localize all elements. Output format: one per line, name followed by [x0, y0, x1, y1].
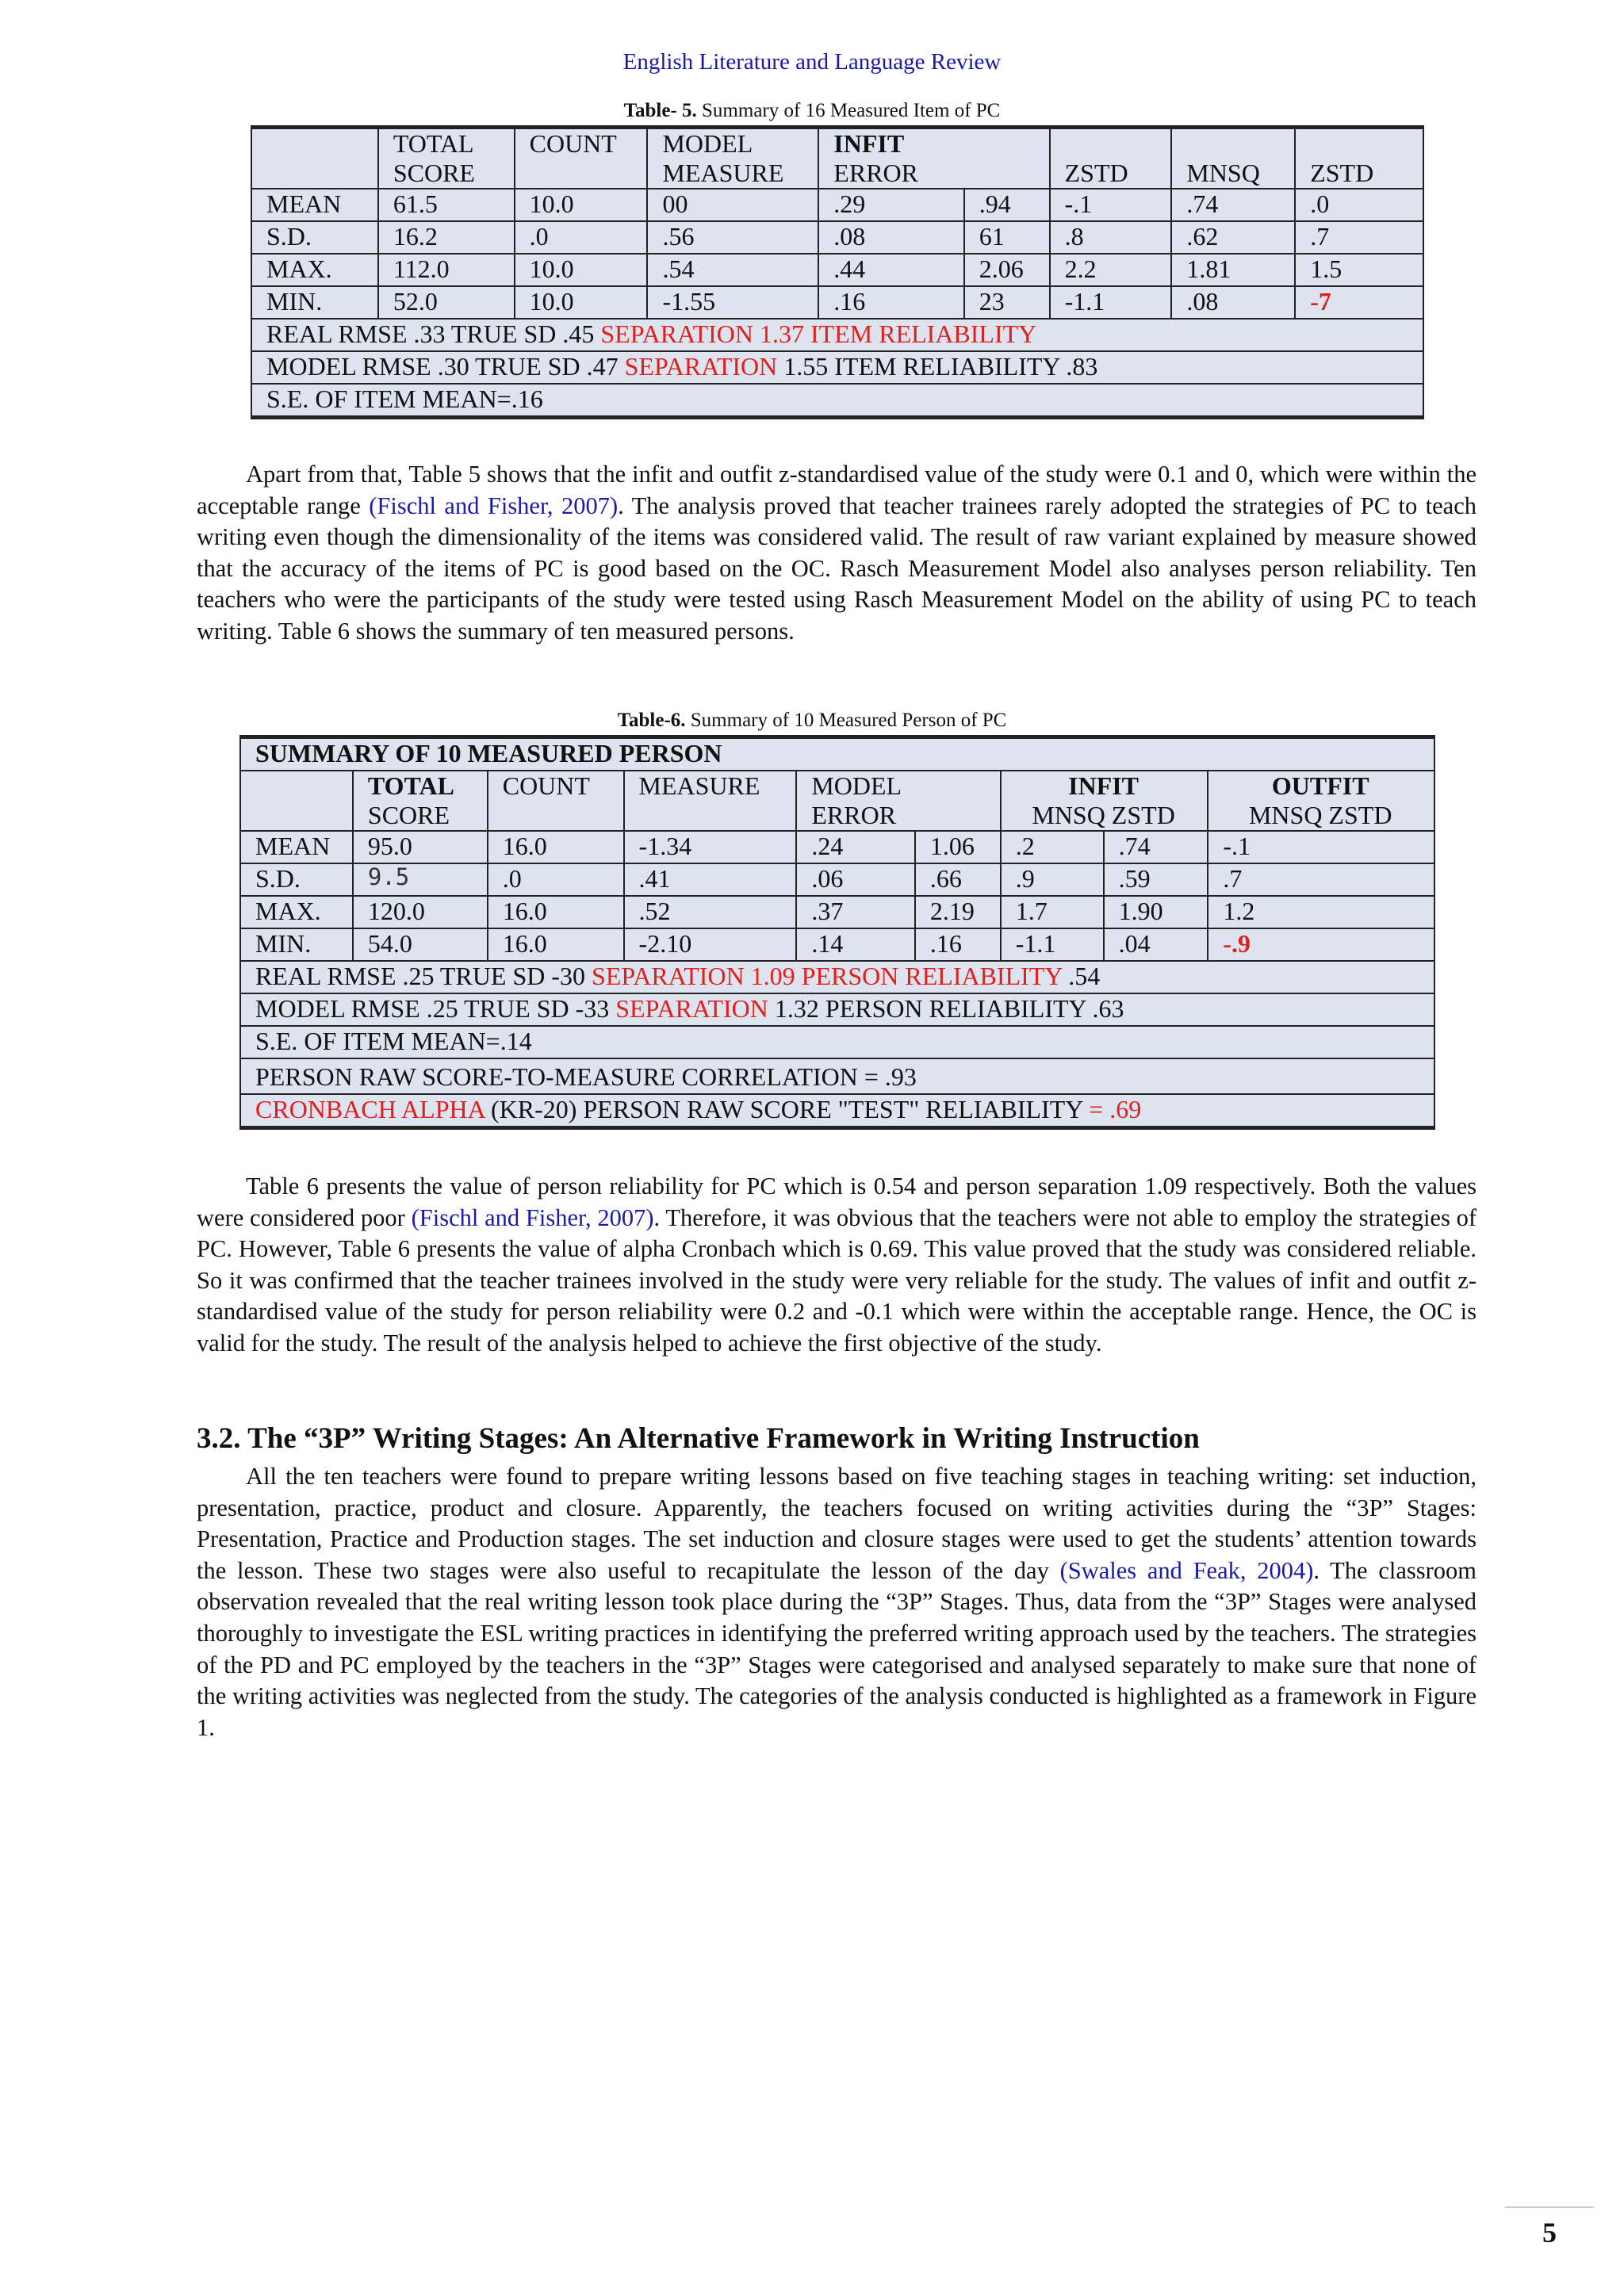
table6-header-cell: MEASURE	[624, 771, 797, 831]
body-paragraph: All the ten teachers were found to prepare writing lessons based on five teaching stages in teaching writing: set induction, presentation, practice, product and closure. Apparently, the teachers focused on writing activities during the “3P” Stages: Presentation, Practice and Production stages. The set induction and closure stages were used to get the students’ attention towards the lesson. These two stages were also useful to recapitulate the lesson of the day (Swales and Feak, 2004). The classroom observation revealed that the real writing lesson took place during the “3P” Stages. Thus, data from the “3P” Stages were analysed thoroughly to investigate the ESL writing practices in identifying the preferred writing approach used by the teachers. The strategies of the PD and PC employed by the teachers in the “3P” Stages were categorised and analysed separately to make sure that none of the writing activities was neglected from the study. The categories of the analysis conducted is highlighted as a framework in Figure 1.	[197, 1463, 1477, 1741]
table5-cell: .08	[818, 221, 963, 254]
table5-summary-model	[251, 351, 1423, 384]
table6-cell: .74	[1104, 831, 1208, 863]
table5-cell: 23	[964, 286, 1050, 319]
citation-link[interactable]: (Swales and Feak, 2004)	[1059, 1556, 1314, 1584]
table6-cell: -1.34	[624, 831, 797, 863]
table6-header-cell: INFIT MNSQ ZSTD	[1001, 771, 1208, 831]
table5-cell: 10.0	[515, 189, 648, 221]
table5-summary-real	[251, 319, 1423, 351]
table6-cell: .7	[1208, 863, 1434, 896]
table5-cell: 61	[964, 221, 1050, 254]
table5-header-cell: COUNT	[515, 128, 648, 189]
citation-link[interactable]: (Fischl and Fisher, 2007)	[369, 492, 619, 519]
table6-header-cell: OUTFIT MNSQ ZSTD	[1208, 771, 1434, 831]
table5-header-cell: MODEL MEASURE	[647, 128, 818, 189]
table6-summary-cell: REAL RMSE .25 TRUE SD -30 SEPARATION 1.09 PERSON RELIABILITY .54	[240, 961, 1434, 993]
table5-cell: -1.1	[1050, 286, 1172, 319]
table6-row	[240, 831, 1434, 863]
table5-caption-label: Table- 5.	[623, 100, 697, 121]
table5-cell: .0	[515, 221, 648, 254]
table6-cell: 54.0	[353, 928, 488, 961]
table6-row	[240, 863, 1434, 896]
table5-cell: .56	[647, 221, 818, 254]
table6-cell: 16.0	[488, 896, 624, 928]
table6-header-cell: TOTAL SCORE	[353, 771, 488, 831]
table5-caption-text: Summary of 16 Measured Item of PC	[696, 100, 1001, 121]
table6-cell: -2.10	[624, 928, 797, 961]
table6-cell: .06	[796, 863, 915, 896]
table6-summary-se	[240, 1026, 1434, 1058]
table5-cell: .7	[1295, 221, 1423, 254]
table5-cell: .54	[647, 254, 818, 286]
table6-cell: .66	[915, 863, 1001, 896]
table5-cell: .0	[1295, 189, 1423, 221]
table5-cell: .08	[1171, 286, 1295, 319]
table6-cell: -1.1	[1001, 928, 1104, 961]
table5-row	[251, 254, 1423, 286]
table5-cell: .29	[818, 189, 963, 221]
table6-cell: 16.0	[488, 928, 624, 961]
table5-cell: 10.0	[515, 286, 648, 319]
table5-header-cell: ZSTD	[1295, 128, 1423, 189]
table5-row-label: MIN.	[251, 286, 378, 319]
table6-caption	[0, 710, 1624, 732]
table6-cell: .14	[796, 928, 915, 961]
table6-cell: .2	[1001, 831, 1104, 863]
table5-header-cell: TOTAL SCORE	[378, 128, 515, 189]
table6-cell: .59	[1104, 863, 1208, 896]
table6-caption-text: Summary of 10 Measured Person of PC	[685, 710, 1007, 731]
table5-cell: 16.2	[378, 221, 515, 254]
table6-summary-cell: CRONBACH ALPHA (KR-20) PERSON RAW SCORE "TEST" RELIABILITY = .69	[240, 1094, 1434, 1128]
table5-row	[251, 189, 1423, 221]
table5-cell: .62	[1171, 221, 1295, 254]
table6-summary-cell: MODEL RMSE .25 TRUE SD -33 SEPARATION 1.32 PERSON RELIABILITY .63	[240, 993, 1434, 1026]
table6-summary-cell: PERSON RAW SCORE-TO-MEASURE CORRELATION = .93	[240, 1058, 1434, 1094]
table5-row-label: MEAN	[251, 189, 378, 221]
table5-header-cell: ZSTD	[1050, 128, 1172, 189]
table5-header-cell: INFIT ERROR	[818, 128, 1049, 189]
table6-row-label: S.D.	[240, 863, 353, 896]
table5-cell: 2.2	[1050, 254, 1172, 286]
table5-cell: 112.0	[378, 254, 515, 286]
table5-row-label: S.D.	[251, 221, 378, 254]
table5-cell: .16	[818, 286, 963, 319]
table5-cell: 10.0	[515, 254, 648, 286]
table6-cell: .24	[796, 831, 915, 863]
table6-cell: -.1	[1208, 831, 1434, 863]
table5-cell: 52.0	[378, 286, 515, 319]
table6-header-cell: MODEL ERROR	[796, 771, 1000, 831]
footer-rule	[1505, 2206, 1594, 2208]
table5-cell: 61.5	[378, 189, 515, 221]
table6-header-cell	[240, 771, 353, 831]
table5-cell: .8	[1050, 221, 1172, 254]
table6-row	[240, 896, 1434, 928]
table5	[251, 125, 1424, 419]
table6-summary-model	[240, 993, 1434, 1026]
table5-summary-cell: REAL RMSE .33 TRUE SD .45 SEPARATION 1.37 ITEM RELIABILITY	[251, 319, 1423, 351]
table5-cell: -.1	[1050, 189, 1172, 221]
table6-cell: 2.19	[915, 896, 1001, 928]
table5-header-row	[251, 128, 1423, 189]
table6-cell: .37	[796, 896, 915, 928]
table6-cell: 9.5	[353, 863, 488, 896]
table6-cell: 1.2	[1208, 896, 1434, 928]
table6	[239, 735, 1435, 1130]
table6-row-label: MIN.	[240, 928, 353, 961]
table5-cell: 2.06	[964, 254, 1050, 286]
table6-header-row	[240, 771, 1434, 831]
table6-cell: 95.0	[353, 831, 488, 863]
body-paragraph: Apart from that, Table 5 shows that the infit and outfit z-standardised value of the study were 0.1 and 0, which were within the acceptable range (Fischl and Fisher, 2007). The analysis proved that teacher trainees rarely adopted the strategies of PC to teach writing even though the dimensionality of the items was considered valid. The result of raw variant explained by measure showed that the accuracy of the items of PC is good based on the OC. Rasch Measurement Model also analyses person reliability. Ten teachers who were the participants of the study were tested using Rasch Measurement Model on the ability of using PC to teach writing. Table 6 shows the summary of ten measured persons.	[197, 461, 1477, 645]
table5-summary-cell: MODEL RMSE .30 TRUE SD .47 SEPARATION 1.55 ITEM RELIABILITY .83	[251, 351, 1423, 384]
table6-header-cell: COUNT	[488, 771, 624, 831]
body-paragraph: Table 6 presents the value of person reliability for PC which is 0.54 and person separation 1.09 respectively. Both the values were considered poor (Fischl and Fisher, 2007). Therefore, it was obvious that the teachers were not able to employ the strategies of PC. However, Table 6 presents the value of alpha Cronbach which is 0.69. This value proved that the study was considered reliable. So it was confirmed that the teacher trainees involved in the study were very reliable for the study. The values of infit and outfit z-standardised value of the study for person reliability were 0.2 and -0.1 which were within the acceptable range. Hence, the OC is valid for the study. The result of the analysis helped to achieve the first objective of the study.	[197, 1173, 1477, 1357]
table5-cell: -1.55	[647, 286, 818, 319]
journal-header: English Literature and Language Review	[622, 49, 1002, 75]
table6-cell: .04	[1104, 928, 1208, 961]
table5-row-label: MAX.	[251, 254, 378, 286]
table6-cell: 1.90	[1104, 896, 1208, 928]
table6-cell: .16	[915, 928, 1001, 961]
table6-cell: 1.7	[1001, 896, 1104, 928]
section-heading: 3.2. The “3P” Writing Stages: An Alternative Framework in Writing Instruction	[197, 1422, 1200, 1455]
table6-cell: -.9	[1208, 928, 1434, 961]
table5-cell: 00	[647, 189, 818, 221]
table5-cell: .94	[964, 189, 1050, 221]
table5-cell: 1.5	[1295, 254, 1423, 286]
table6-title: SUMMARY OF 10 MEASURED PERSON	[240, 737, 1434, 771]
table6-cell: .0	[488, 863, 624, 896]
table6-title-row	[240, 737, 1434, 771]
table6-cell: 16.0	[488, 831, 624, 863]
table6-cell: .52	[624, 896, 797, 928]
table6-summary-real	[240, 961, 1434, 993]
table5-cell: -7	[1295, 286, 1423, 319]
table6-caption-label: Table-6.	[617, 710, 686, 731]
table6-row-label: MAX.	[240, 896, 353, 928]
table6-summary-alpha	[240, 1094, 1434, 1128]
table6-cell: .9	[1001, 863, 1104, 896]
table5-cell: 1.81	[1171, 254, 1295, 286]
table6-summary-corr	[240, 1058, 1434, 1094]
table5-cell: .74	[1171, 189, 1295, 221]
table6-cell: 1.06	[915, 831, 1001, 863]
table6-row-label: MEAN	[240, 831, 353, 863]
citation-link[interactable]: (Fischl and Fisher, 2007)	[411, 1203, 654, 1231]
table5-row	[251, 221, 1423, 254]
table5-cell: .44	[818, 254, 963, 286]
table6-row	[240, 928, 1434, 961]
table6-summary-cell: S.E. OF ITEM MEAN=.14	[240, 1026, 1434, 1058]
table5-header-cell	[251, 128, 378, 189]
table5-row	[251, 286, 1423, 319]
table6-cell: 120.0	[353, 896, 488, 928]
table5-summary-cell: S.E. OF ITEM MEAN=.16	[251, 384, 1423, 418]
page-number: 5	[1542, 2217, 1557, 2248]
table6-cell: .41	[624, 863, 797, 896]
table5-header-cell: MNSQ	[1171, 128, 1295, 189]
table5-caption	[0, 100, 1624, 122]
table5-summary-se	[251, 384, 1423, 418]
